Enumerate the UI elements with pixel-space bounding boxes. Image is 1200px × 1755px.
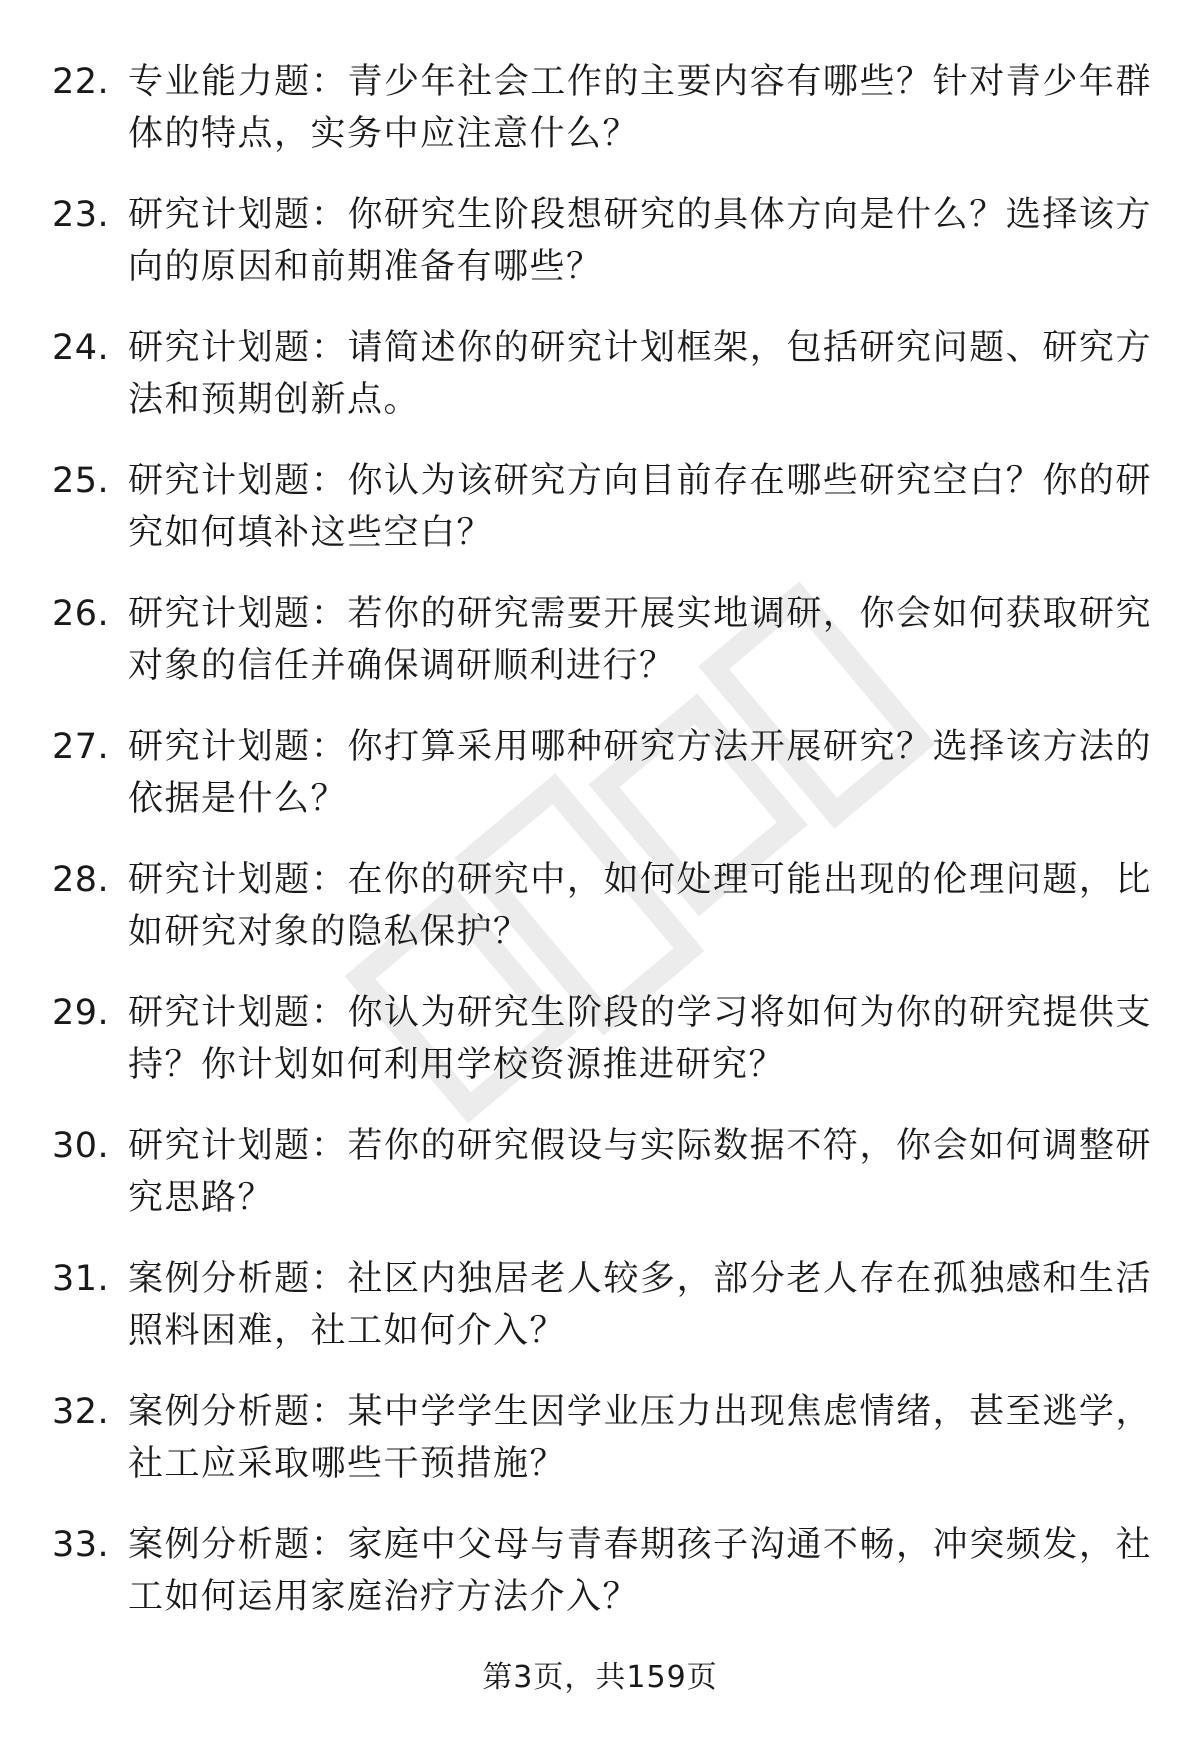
question-text: 研究计划题：你认为研究生阶段的学习将如何为你的研究提供支持？你计划如何利用学校资源推进研究？	[128, 993, 1152, 1085]
question-item	[52, 1120, 1152, 1253]
page-number-footer: 第3页，共159页	[482, 1660, 718, 1695]
question-item	[52, 189, 1152, 322]
question-number: 22.	[52, 62, 110, 102]
question-item	[52, 987, 1152, 1120]
question-list	[52, 56, 1152, 1652]
question-text: 研究计划题：你打算采用哪种研究方法开展研究？选择该方法的依据是什么？	[128, 727, 1152, 819]
question-item	[52, 1253, 1152, 1386]
question-text: 研究计划题：请简述你的研究计划框架，包括研究问题、研究方法和预期创新点。	[128, 328, 1152, 420]
question-item	[52, 455, 1152, 588]
question-number: 31.	[52, 1259, 110, 1299]
question-number: 29.	[52, 993, 110, 1033]
question-text: 专业能力题：青少年社会工作的主要内容有哪些？针对青少年群体的特点，实务中应注意什么？	[128, 62, 1152, 154]
question-number: 28.	[52, 860, 110, 900]
question-text: 案例分析题：某中学学生因学业压力出现焦虑情绪，甚至逃学，社工应采取哪些干预措施？	[128, 1392, 1152, 1484]
question-item	[52, 854, 1152, 987]
question-text: 案例分析题：家庭中父母与青春期孩子沟通不畅，冲突频发，社工如何运用家庭治疗方法介入？	[128, 1525, 1152, 1617]
question-item	[52, 56, 1152, 189]
question-number: 26.	[52, 594, 110, 634]
question-item	[52, 588, 1152, 721]
question-text: 研究计划题：你认为该研究方向目前存在哪些研究空白？你的研究如何填补这些空白？	[128, 461, 1152, 553]
question-item	[52, 322, 1152, 455]
question-number: 24.	[52, 328, 110, 368]
question-text: 研究计划题：你研究生阶段想研究的具体方向是什么？选择该方向的原因和前期准备有哪些？	[128, 195, 1152, 287]
question-number: 23.	[52, 195, 110, 235]
question-text: 研究计划题：在你的研究中，如何处理可能出现的伦理问题，比如研究对象的隐私保护？	[128, 860, 1152, 952]
question-item	[52, 1386, 1152, 1519]
question-number: 27.	[52, 727, 110, 767]
question-text: 研究计划题：若你的研究需要开展实地调研，你会如何获取研究对象的信任并确保调研顺利进行？	[128, 594, 1152, 686]
question-number: 30.	[52, 1126, 110, 1166]
question-number: 33.	[52, 1525, 110, 1565]
question-item	[52, 1519, 1152, 1652]
question-text: 案例分析题：社区内独居老人较多，部分老人存在孤独感和生活照料困难，社工如何介入？	[128, 1259, 1152, 1351]
question-item	[52, 721, 1152, 854]
question-number: 32.	[52, 1392, 110, 1432]
question-number: 25.	[52, 461, 110, 501]
question-text: 研究计划题：若你的研究假设与实际数据不符，你会如何调整研究思路？	[128, 1126, 1152, 1218]
